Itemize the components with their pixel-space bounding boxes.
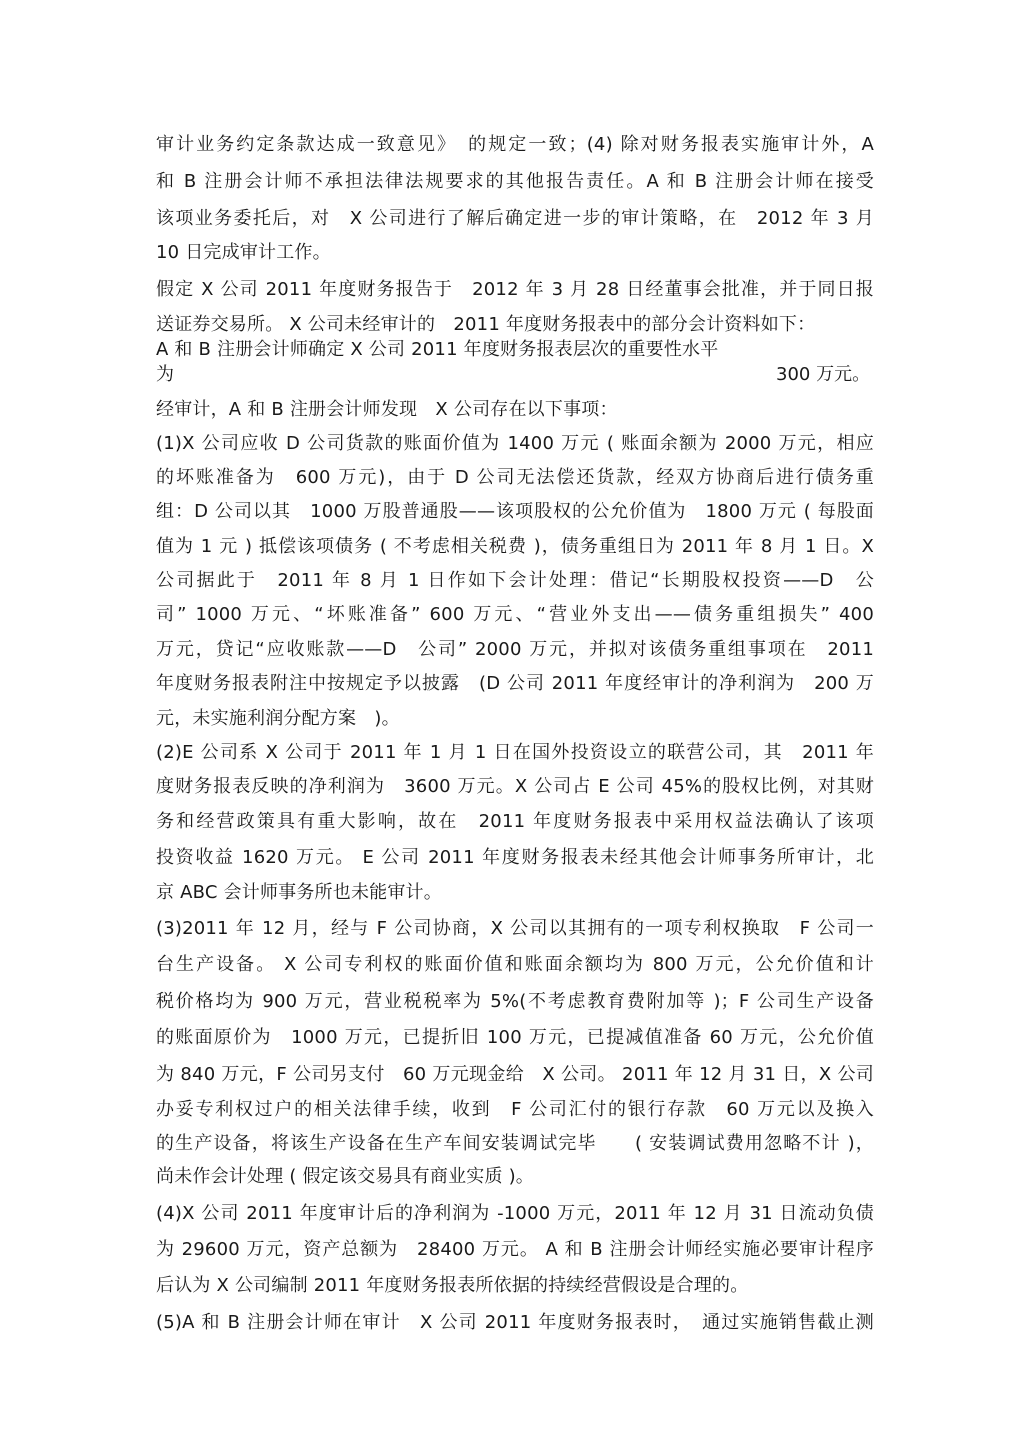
text-line: 送证券交易所。 X 公司未经审计的 2011 年度财务报表中的部分会计资料如下： [156,314,816,335]
text-line: 组：D 公司以其 1000 万股普通股——该项股权的公允价值为 1800 万元 ( 每股面 [156,501,874,522]
text-line: 该项业务委托后，对 X 公司进行了解后确定进一步的审计策略，在 2012 年 3 月 [156,208,874,229]
text-line: 的坏账准备为 600 万元)，由于 D 公司无法偿还货款，经双方协商后进行债务重 [156,467,874,488]
text-line: 元，未实施利润分配方案 )。 [156,708,400,729]
text-line: 投资收益 1620 万元。 E 公司 2011 年度财务报表未经其他会计师事务所审计，北 [156,847,874,868]
text-line: 经审计，A 和 B 注册会计师发现 X 公司存在以下事项： [156,399,618,420]
text-line: 和 B 注册会计师不承担法律法规要求的其他报告责任。A 和 B 注册会计师在接受 [156,171,874,192]
materiality-value: 300 万元。 [776,364,871,385]
text-line: 10 日完成审计工作。 [156,242,331,263]
text-line: (2)E 公司系 X 公司于 2011 年 1 月 1 日在国外投资设立的联营公司，其 2011 年 [156,742,874,763]
text-line: (1)X 公司应收 D 公司货款的账面价值为 1400 万元 ( 账面余额为 2000 万元，相应 [156,433,874,454]
text-line: 后认为 X 公司编制 2011 年度财务报表所依据的持续经营假设是合理的。 [156,1275,749,1296]
text-line: 假定 X 公司 2011 年度财务报告于 2012 年 3 月 28 日经董事会批准，并于同日报 [156,279,874,300]
text-line: 办妥专利权过户的相关法律手续，收到 F 公司汇付的银行存款 60 万元以及换入 [156,1099,874,1120]
text-line: 务和经营政策具有重大影响，故在 2011 年度财务报表中采用权益法确认了该项 [156,811,874,832]
text-line: 的生产设备，将该生产设备在生产车间安装调试完毕 ( 安装调试费用忽略不计 )， [156,1133,874,1154]
text-line: 审计业务约定条款达成一致意见》 的规定一致；(4) 除对财务报表实施审计外，A [156,134,874,155]
text-line: 公司据此于 2011 年 8 月 1 日作如下会计处理：借记“长期股权投资——D 公 [156,570,874,591]
text-line: 万元，贷记“应收账款——D 公司” 2000 万元，并拟对该债务重组事项在 2011 [156,639,874,660]
text-line: 值为 1 元 ) 抵偿该项债务 ( 不考虑相关税费 )，债务重组日为 2011 年 8 月 1 日。X [156,536,874,557]
text-line: 为 [156,364,175,385]
text-line: 为 840 万元，F 公司另支付 60 万元现金给 X 公司。 2011 年 12 月 31 日，X 公司 [156,1064,874,1085]
text-line: (3)2011 年 12 月，经与 F 公司协商，X 公司以其拥有的一项专利权换取 F 公司一 [156,918,874,939]
text-line: 尚未作会计处理 ( 假定该交易具有商业实质 )。 [156,1166,535,1187]
text-line: 税价格均为 900 万元，营业税税率为 5%(不考虑教育费附加等 )；F 公司生产设备 [156,991,875,1012]
text-line: (4)X 公司 2011 年度审计后的净利润为 -1000 万元，2011 年 12 月 31 日流动负债 [156,1203,874,1224]
text-line: 的账面原价为 1000 万元，已提折旧 100 万元，已提减值准备 60 万元，公允价值 [156,1027,874,1048]
text-line: 为 29600 万元，资产总额为 28400 万元。 A 和 B 注册会计师经实施必要审计程序 [156,1239,874,1260]
text-line: (5)A 和 B 注册会计师在审计 X 公司 2011 年度财务报表时， 通过实施销售截止测 [156,1312,874,1333]
text-line: A 和 B 注册会计师确定 X 公司 2011 年度财务报表层次的重要性水平 [156,339,719,360]
text-line: 京 ABC 会计师事务所也未能审计。 [156,882,442,903]
text-line: 台生产设备。 X 公司专利权的账面价值和账面余额均为 800 万元，公允价值和计 [156,954,874,975]
text-line: 度财务报表反映的净利润为 3600 万元。X 公司占 E 公司 45%的股权比例，对其财 [156,776,874,797]
text-line: 司” 1000 万元、“坏账准备” 600 万元、“营业外支出——债务重组损失” 400 [156,604,874,625]
text-line: 年度财务报表附注中按规定予以披露 (D 公司 2011 年度经审计的净利润为 200 万 [156,673,874,694]
